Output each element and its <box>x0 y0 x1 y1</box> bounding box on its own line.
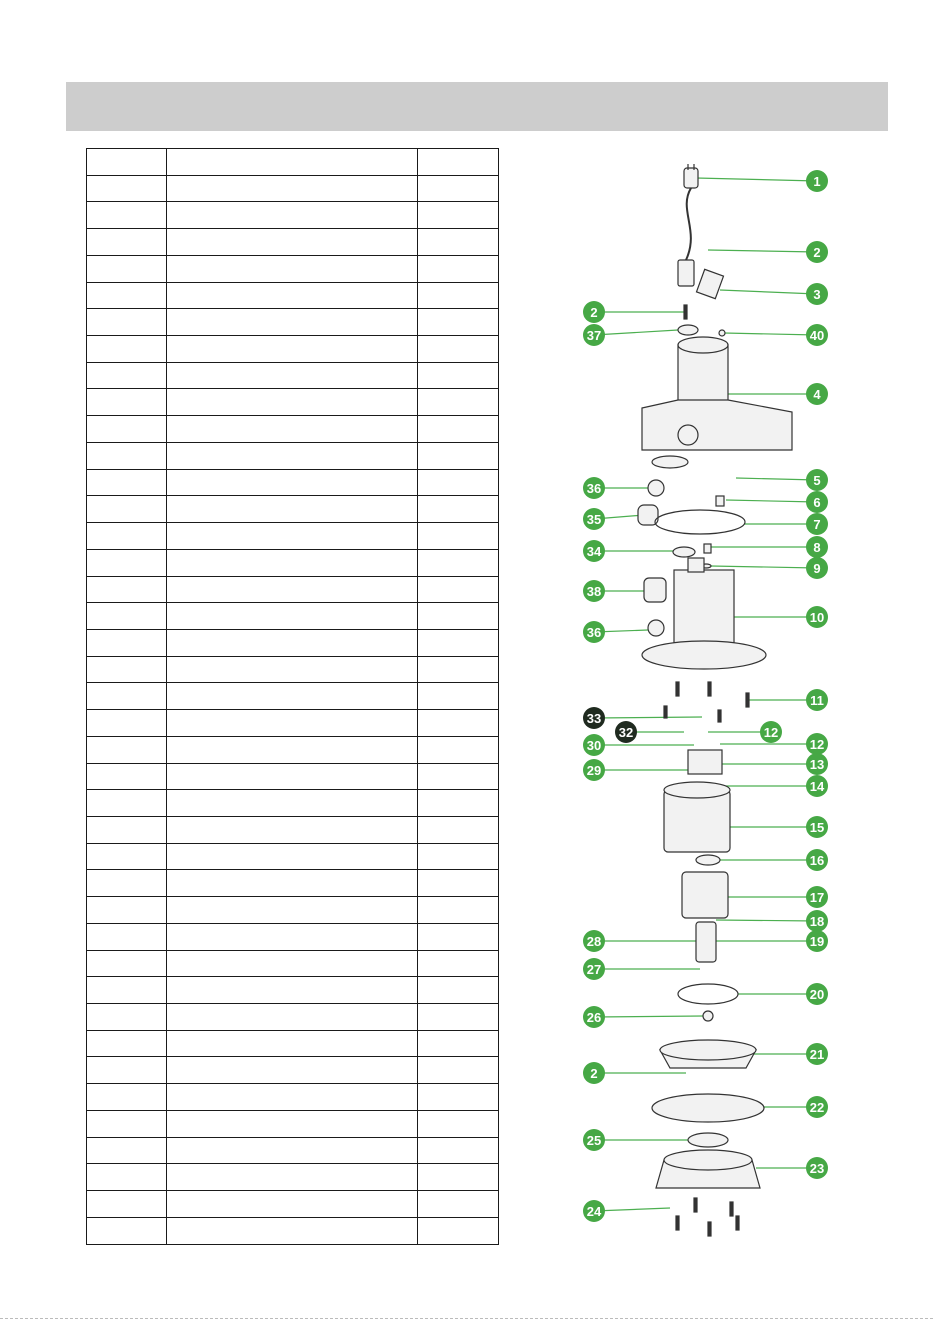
parts-table-body <box>87 149 499 1245</box>
callout-leader-line <box>594 330 678 335</box>
table-cell <box>87 603 167 630</box>
callout-leader-line <box>696 178 817 181</box>
base-plate-part <box>652 1094 764 1122</box>
table-cell <box>418 309 499 336</box>
table-cell <box>418 736 499 763</box>
table-cell <box>87 736 167 763</box>
fitting-part <box>716 496 724 506</box>
table-cell <box>167 683 418 710</box>
table-cell <box>418 1004 499 1031</box>
table-row <box>87 1110 499 1137</box>
table-row <box>87 1084 499 1111</box>
table-cell <box>167 603 418 630</box>
callout-9 <box>806 557 828 579</box>
table-cell <box>167 710 418 737</box>
table-row <box>87 496 499 523</box>
table-cell <box>418 710 499 737</box>
callout-36 <box>583 621 605 643</box>
callout-number: 40 <box>809 328 825 343</box>
table-cell <box>418 1084 499 1111</box>
table-cell <box>167 897 418 924</box>
table-cell <box>87 870 167 897</box>
table-cell <box>87 710 167 737</box>
table-cell <box>418 923 499 950</box>
cable-clamp-part <box>696 269 723 298</box>
callout-number: 17 <box>809 890 825 905</box>
table-cell <box>418 790 499 817</box>
callout-number: 33 <box>586 711 602 726</box>
table-row <box>87 175 499 202</box>
table-row <box>87 710 499 737</box>
callout-number: 38 <box>586 584 602 599</box>
callout-number: 2 <box>590 1066 598 1081</box>
callout-18 <box>806 910 828 932</box>
table-cell <box>87 309 167 336</box>
table-cell <box>167 656 418 683</box>
table-row <box>87 336 499 363</box>
callout-number: 36 <box>586 481 602 496</box>
callout-number: 29 <box>586 763 602 778</box>
callout-number: 27 <box>586 962 602 977</box>
table-row <box>87 629 499 656</box>
table-cell <box>418 683 499 710</box>
callout-number: 13 <box>809 757 825 772</box>
callout-number: 18 <box>809 914 825 929</box>
callout-25 <box>583 1129 605 1151</box>
callout-34 <box>583 540 605 562</box>
callout-number: 28 <box>586 934 602 949</box>
table-row <box>87 1030 499 1057</box>
callout-14 <box>806 775 828 797</box>
table-cell <box>87 576 167 603</box>
callout-2 <box>806 241 828 263</box>
callout-number: 7 <box>813 517 821 532</box>
table-row <box>87 656 499 683</box>
table-cell <box>167 255 418 282</box>
table-row <box>87 1164 499 1191</box>
housing-base-part <box>642 400 792 450</box>
table-cell <box>418 202 499 229</box>
bolt-part <box>704 544 711 553</box>
table-cell <box>167 549 418 576</box>
table-cell <box>87 1137 167 1164</box>
table-cell <box>87 1110 167 1137</box>
table-row <box>87 282 499 309</box>
callout-leader-line <box>594 1208 670 1211</box>
shaft-part <box>696 922 716 962</box>
table-cell <box>167 923 418 950</box>
callout-37 <box>583 324 605 346</box>
callout-number: 22 <box>809 1100 825 1115</box>
table-cell <box>87 389 167 416</box>
table-cell <box>87 523 167 550</box>
table-cell <box>418 282 499 309</box>
callout-number: 16 <box>809 853 825 868</box>
table-row <box>87 416 499 443</box>
table-cell <box>418 549 499 576</box>
table-cell <box>167 843 418 870</box>
table-row <box>87 843 499 870</box>
callout-20 <box>806 983 828 1005</box>
table-cell <box>87 1191 167 1218</box>
callout-number: 11 <box>810 693 824 708</box>
table-cell <box>87 336 167 363</box>
table-row <box>87 870 499 897</box>
table-cell <box>167 229 418 256</box>
table-row <box>87 442 499 469</box>
table-row <box>87 923 499 950</box>
table-cell <box>167 362 418 389</box>
table-row <box>87 202 499 229</box>
callout-8 <box>806 536 828 558</box>
callout-12 <box>806 733 828 755</box>
callout-30 <box>583 734 605 756</box>
callout-leader-line <box>726 500 817 502</box>
table-row <box>87 603 499 630</box>
table-cell <box>87 416 167 443</box>
callout-15 <box>806 816 828 838</box>
table-cell <box>167 309 418 336</box>
table-cell <box>87 442 167 469</box>
table-cell <box>167 282 418 309</box>
table-cell <box>418 362 499 389</box>
table-cell <box>418 1164 499 1191</box>
callout-2 <box>583 1062 605 1084</box>
impeller-nut-part <box>703 1011 713 1021</box>
table-row <box>87 523 499 550</box>
table-cell <box>418 336 499 363</box>
callout-6 <box>806 491 828 513</box>
table-cell <box>87 1057 167 1084</box>
table-row <box>87 576 499 603</box>
table-cell <box>167 202 418 229</box>
callout-number: 12 <box>809 737 825 752</box>
table-row <box>87 763 499 790</box>
callout-number: 25 <box>586 1133 602 1148</box>
section-header-band <box>66 82 888 131</box>
table-row <box>87 1004 499 1031</box>
callout-35 <box>583 508 605 530</box>
callout-36 <box>583 477 605 499</box>
callout-17 <box>806 886 828 908</box>
table-row <box>87 149 499 176</box>
screw-part <box>684 305 687 319</box>
table-cell <box>167 1004 418 1031</box>
callout-number: 21 <box>809 1047 825 1062</box>
table-cell <box>167 816 418 843</box>
callout-number: 26 <box>586 1010 602 1025</box>
callout-29 <box>583 759 605 781</box>
callout-32 <box>615 721 637 743</box>
large-o-ring-part <box>678 984 738 1004</box>
callout-leader-line <box>708 250 817 252</box>
table-cell <box>418 977 499 1004</box>
table-cell <box>167 496 418 523</box>
callout-16 <box>806 849 828 871</box>
table-cell <box>167 336 418 363</box>
table-cell <box>418 469 499 496</box>
callout-12 <box>760 721 782 743</box>
callout-23 <box>806 1157 828 1179</box>
capacitor-part <box>688 750 722 774</box>
table-cell <box>87 763 167 790</box>
callout-number: 23 <box>809 1161 825 1176</box>
callout-leader-line <box>594 717 702 718</box>
washer-part <box>673 547 695 557</box>
callout-38 <box>583 580 605 602</box>
table-cell <box>87 255 167 282</box>
table-cell <box>167 977 418 1004</box>
table-cell <box>418 1110 499 1137</box>
table-cell <box>418 816 499 843</box>
callout-26 <box>583 1006 605 1028</box>
table-cell <box>167 950 418 977</box>
table-cell <box>418 1217 499 1244</box>
table-cell <box>418 603 499 630</box>
table-cell <box>87 1084 167 1111</box>
callout-number: 30 <box>586 738 602 753</box>
table-cell <box>167 576 418 603</box>
callout-19 <box>806 930 828 952</box>
table-cell <box>418 1057 499 1084</box>
table-cell <box>418 870 499 897</box>
callout-21 <box>806 1043 828 1065</box>
table-cell <box>167 736 418 763</box>
table-cell <box>87 229 167 256</box>
callout-number: 36 <box>586 625 602 640</box>
hose-fitting-part <box>644 578 666 602</box>
table-cell <box>167 149 418 176</box>
table-cell <box>418 389 499 416</box>
callout-3 <box>806 283 828 305</box>
table-row <box>87 549 499 576</box>
callout-number: 24 <box>586 1204 602 1219</box>
table-cell <box>87 656 167 683</box>
callout-4 <box>806 383 828 405</box>
callout-number: 3 <box>813 287 821 302</box>
table-cell <box>418 229 499 256</box>
table-cell <box>87 202 167 229</box>
table-cell <box>418 149 499 176</box>
table-row <box>87 255 499 282</box>
callout-number: 2 <box>813 245 821 260</box>
table-row <box>87 1057 499 1084</box>
callout-7 <box>806 513 828 535</box>
table-cell <box>418 843 499 870</box>
table-row <box>87 790 499 817</box>
seal-ring-part <box>648 480 664 496</box>
table-row <box>87 736 499 763</box>
table-cell <box>167 442 418 469</box>
table-cell <box>87 816 167 843</box>
table-cell <box>418 1191 499 1218</box>
power-cable-part <box>686 188 691 260</box>
gasket-part <box>655 510 745 534</box>
o-ring-part <box>678 325 698 335</box>
callout-13 <box>806 753 828 775</box>
callout-number: 5 <box>813 473 821 488</box>
table-cell <box>167 1164 418 1191</box>
page-bottom-rule <box>0 1318 933 1319</box>
table-cell <box>167 1137 418 1164</box>
callout-number: 10 <box>809 610 825 625</box>
table-cell <box>167 1110 418 1137</box>
callout-number: 35 <box>586 512 602 527</box>
impeller-disc-part <box>688 1133 728 1147</box>
rotor-part <box>682 872 728 918</box>
table-cell <box>167 790 418 817</box>
table-row <box>87 229 499 256</box>
table-row <box>87 389 499 416</box>
table-cell <box>418 1137 499 1164</box>
callout-2 <box>583 301 605 323</box>
table-cell <box>167 416 418 443</box>
table-cell <box>167 870 418 897</box>
table-cell <box>418 416 499 443</box>
table-cell <box>418 523 499 550</box>
table-cell <box>87 790 167 817</box>
callout-40 <box>806 324 828 346</box>
table-cell <box>87 1030 167 1057</box>
table-cell <box>87 469 167 496</box>
table-cell <box>418 629 499 656</box>
callout-leader-line <box>716 920 817 921</box>
callout-27 <box>583 958 605 980</box>
callout-leader-line <box>724 333 817 335</box>
table-cell <box>87 549 167 576</box>
table-row <box>87 309 499 336</box>
table-cell <box>418 897 499 924</box>
callout-33 <box>583 707 605 729</box>
table-row <box>87 816 499 843</box>
callout-number: 19 <box>809 934 825 949</box>
table-cell <box>167 629 418 656</box>
table-cell <box>87 683 167 710</box>
callout-number: 32 <box>618 725 634 740</box>
callout-22 <box>806 1096 828 1118</box>
table-row <box>87 469 499 496</box>
motor-base-part <box>642 641 766 669</box>
table-cell <box>167 175 418 202</box>
table-cell <box>418 1030 499 1057</box>
table-row <box>87 362 499 389</box>
callout-5 <box>806 469 828 491</box>
callout-10 <box>806 606 828 628</box>
nut-part <box>719 330 725 336</box>
table-cell <box>87 496 167 523</box>
table-cell <box>87 629 167 656</box>
table-row <box>87 897 499 924</box>
callout-number: 15 <box>809 820 825 835</box>
table-cell <box>87 175 167 202</box>
cable-gland-part <box>678 260 694 286</box>
table-cell <box>87 950 167 977</box>
table-row <box>87 683 499 710</box>
table-cell <box>418 656 499 683</box>
motor-casing-part <box>674 570 734 650</box>
table-cell <box>87 843 167 870</box>
table-cell <box>418 175 499 202</box>
callout-number: 14 <box>809 779 825 794</box>
table-cell <box>87 362 167 389</box>
table-cell <box>87 1217 167 1244</box>
callout-leader-line <box>736 478 817 480</box>
table-row <box>87 1191 499 1218</box>
callout-11 <box>806 689 828 711</box>
table-cell <box>87 977 167 1004</box>
callout-28 <box>583 930 605 952</box>
table-cell <box>167 523 418 550</box>
table-cell <box>87 149 167 176</box>
table-cell <box>167 469 418 496</box>
callout-number: 1 <box>813 174 821 189</box>
parts-list-table <box>86 148 499 1245</box>
callout-number: 4 <box>813 387 821 402</box>
table-row <box>87 977 499 1004</box>
table-cell <box>418 576 499 603</box>
table-cell <box>418 442 499 469</box>
table-cell <box>167 1030 418 1057</box>
table-cell <box>167 763 418 790</box>
table-cell <box>418 255 499 282</box>
callout-number: 34 <box>586 544 602 559</box>
table-cell <box>87 897 167 924</box>
bearing-ring-part <box>696 855 720 865</box>
exploded-view-diagram <box>560 150 920 1250</box>
table-row <box>87 950 499 977</box>
callout-number: 12 <box>763 725 779 740</box>
table-cell <box>167 1191 418 1218</box>
callout-24 <box>583 1200 605 1222</box>
callout-leader-line <box>594 1016 703 1017</box>
table-row <box>87 1137 499 1164</box>
table-cell <box>418 496 499 523</box>
callout-number: 20 <box>809 987 825 1002</box>
callout-number: 8 <box>813 540 821 555</box>
table-cell <box>167 389 418 416</box>
exploded-view-svg <box>560 150 920 1250</box>
callout-number: 37 <box>586 328 602 343</box>
callout-1 <box>806 170 828 192</box>
table-cell <box>87 923 167 950</box>
table-cell <box>418 950 499 977</box>
table-cell <box>87 1164 167 1191</box>
table-row <box>87 1217 499 1244</box>
callout-leader-line <box>720 290 817 294</box>
table-cell <box>167 1217 418 1244</box>
table-cell <box>167 1057 418 1084</box>
seal-ring-lower-part <box>648 620 664 636</box>
callout-leader-line <box>711 566 817 568</box>
table-cell <box>418 763 499 790</box>
table-cell <box>87 282 167 309</box>
plug-part <box>684 168 698 188</box>
stator-part <box>664 790 730 852</box>
callout-number: 2 <box>590 305 598 320</box>
callout-number: 9 <box>813 561 821 576</box>
callout-number: 6 <box>813 495 821 510</box>
table-cell <box>167 1084 418 1111</box>
table-cell <box>87 1004 167 1031</box>
